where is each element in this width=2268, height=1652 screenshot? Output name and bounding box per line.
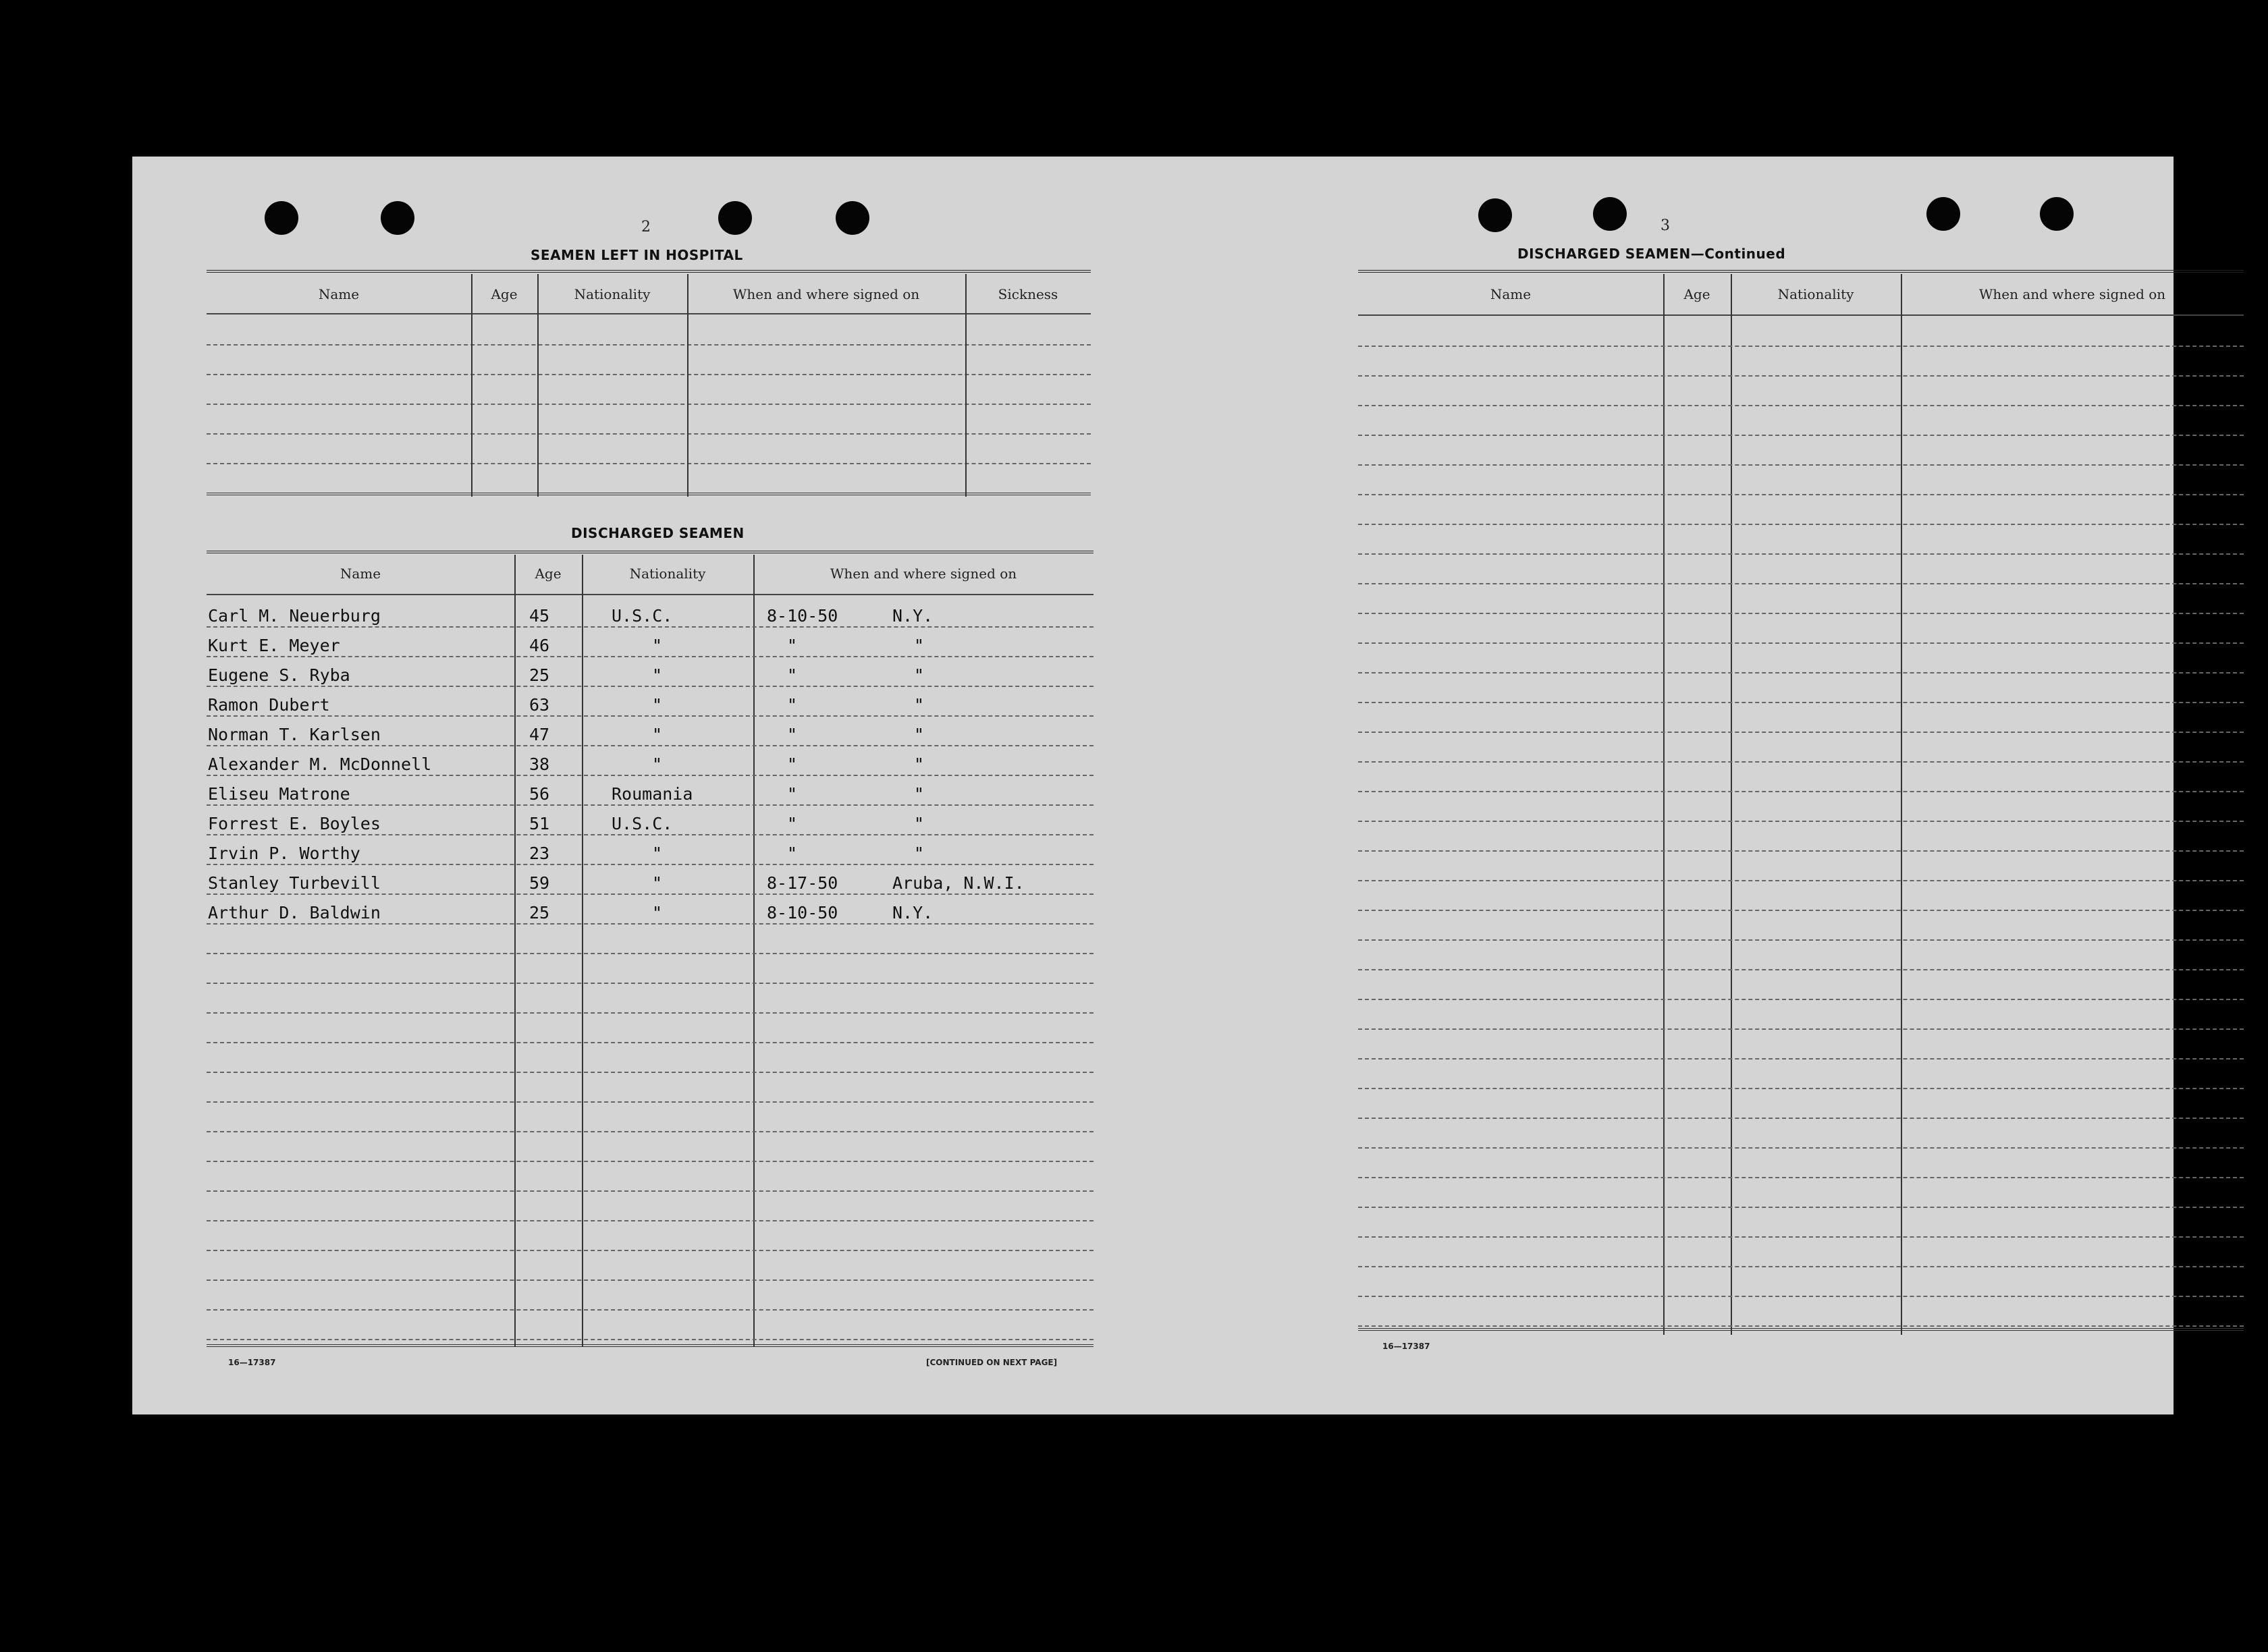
ruled-line [207, 983, 1094, 984]
col-header-age: Age [491, 286, 518, 302]
discharged-continued-table [1358, 270, 2244, 1336]
document-sheet [132, 157, 2174, 1414]
ruled-line [1358, 464, 2244, 466]
ruled-line [207, 1161, 1094, 1162]
ruled-line [207, 864, 1094, 865]
cell-name: Ramon Dubert [208, 695, 330, 715]
ruled-line [1358, 939, 2244, 941]
ruled-line [207, 893, 1094, 895]
ruled-line [207, 1279, 1094, 1281]
ruled-line [1358, 761, 2244, 763]
cell-name: Carl M. Neuerburg [208, 606, 381, 626]
ruled-line [1358, 553, 2244, 555]
cell-place: " [914, 754, 925, 774]
ruled-line [207, 923, 1094, 925]
cell-nationality: " [652, 665, 663, 685]
page-number: 3 [1660, 217, 1670, 234]
ruled-line [1358, 1325, 2244, 1327]
col-header-signed-on: When and where signed on [732, 286, 920, 302]
cell-date: " [787, 725, 798, 744]
cell-nationality: " [652, 844, 663, 863]
col-header-name: Name [1490, 286, 1532, 302]
cell-date: " [787, 754, 798, 774]
cell-name: Kurt E. Meyer [208, 636, 340, 655]
ruled-line [207, 834, 1094, 835]
cell-nationality: " [652, 903, 663, 923]
ruled-line [1358, 672, 2244, 673]
col-header-name: Name [340, 566, 381, 582]
col-header-nationality: Nationality [1777, 286, 1854, 302]
cell-place: " [914, 665, 925, 685]
ruled-line [1358, 1296, 2244, 1297]
ruled-line [1358, 1236, 2244, 1238]
cell-date: " [787, 636, 798, 655]
ruled-line [1358, 1088, 2244, 1089]
cell-nationality: U.S.C. [612, 606, 673, 626]
col-header-sickness: Sickness [998, 286, 1058, 302]
ruled-line [207, 1042, 1094, 1043]
discharged-section-title: DISCHARGED SEAMEN [571, 525, 745, 541]
cell-name: Irvin P. Worthy [208, 844, 360, 863]
cell-name: Norman T. Karlsen [208, 725, 381, 744]
ruled-line [1358, 880, 2244, 881]
ruled-line [207, 1250, 1094, 1251]
cell-nationality: " [652, 873, 663, 893]
ruled-line [1358, 1207, 2244, 1208]
ruled-line [207, 1012, 1094, 1014]
cell-age: 63 [529, 695, 550, 715]
continued-note: [CONTINUED ON NEXT PAGE] [926, 1358, 1058, 1367]
cell-name: Arthur D. Baldwin [208, 903, 381, 923]
form-number: 16—17387 [1382, 1342, 1430, 1351]
cell-place: Aruba, N.W.I. [892, 873, 1025, 893]
cell-nationality: " [652, 754, 663, 774]
ruled-line [1358, 850, 2244, 852]
discharged-table [207, 551, 1094, 1350]
cell-name: Stanley Turbevill [208, 873, 381, 893]
cell-nationality: Roumania [612, 784, 693, 804]
ruled-line [207, 1131, 1094, 1132]
cell-nationality: " [652, 636, 663, 655]
ruled-line [1358, 969, 2244, 970]
col-header-nationality: Nationality [629, 566, 706, 582]
ruled-line [207, 1309, 1094, 1311]
cell-name: Alexander M. McDonnell [208, 754, 432, 774]
cell-nationality: " [652, 725, 663, 744]
ruled-line [207, 953, 1094, 954]
cell-age: 23 [529, 844, 550, 863]
ruled-line [1358, 821, 2244, 822]
ruled-line [1358, 435, 2244, 436]
hospital-section-title: SEAMEN LEFT IN HOSPITAL [531, 247, 743, 263]
ruled-line [1358, 405, 2244, 406]
col-header-signed-on: When and where signed on [1978, 286, 2166, 302]
ruled-line [1358, 1028, 2244, 1030]
ruled-line [1358, 1118, 2244, 1119]
ruled-line [1358, 732, 2244, 733]
ruled-line [207, 745, 1094, 746]
ruled-line [1358, 1147, 2244, 1149]
cell-date: " [787, 814, 798, 833]
ruled-line [207, 1190, 1094, 1192]
hospital-table [207, 270, 1091, 499]
ruled-line [1358, 494, 2244, 495]
cell-date: " [787, 784, 798, 804]
ruled-line [1358, 613, 2244, 614]
ruled-line [1358, 375, 2244, 377]
left-page [132, 157, 1145, 1414]
ruled-line [1358, 583, 2244, 584]
ruled-line [1358, 999, 2244, 1000]
ruled-line [207, 1339, 1094, 1340]
cell-place: N.Y. [892, 903, 934, 923]
ruled-line [207, 715, 1094, 717]
cell-date: 8-10-50 [767, 606, 838, 626]
ruled-line [207, 1101, 1094, 1103]
cell-age: 47 [529, 725, 550, 744]
col-header-name: Name [318, 286, 360, 302]
cell-date: " [787, 844, 798, 863]
cell-place: " [914, 844, 925, 863]
ruled-line [1358, 346, 2244, 347]
cell-age: 46 [529, 636, 550, 655]
ruled-line [1358, 1177, 2244, 1178]
cell-nationality: U.S.C. [612, 814, 673, 833]
ruled-line [207, 686, 1094, 687]
ruled-line [1358, 642, 2244, 644]
ruled-line [207, 804, 1094, 806]
cell-place: " [914, 814, 925, 833]
ruled-line [207, 775, 1094, 776]
cell-name: Eugene S. Ryba [208, 665, 350, 685]
cell-date: 8-10-50 [767, 903, 838, 923]
page-number: 2 [641, 219, 651, 236]
ruled-line [207, 1220, 1094, 1221]
cell-age: 38 [529, 754, 550, 774]
cell-place: " [914, 695, 925, 715]
cell-age: 25 [529, 903, 550, 923]
cell-place: " [914, 725, 925, 744]
cell-age: 45 [529, 606, 550, 626]
ruled-line [1358, 702, 2244, 703]
cell-date: 8-17-50 [767, 873, 838, 893]
col-header-nationality: Nationality [574, 286, 651, 302]
cell-age: 59 [529, 873, 550, 893]
ruled-line [207, 1072, 1094, 1073]
ruled-line [1358, 910, 2244, 911]
cell-place: " [914, 636, 925, 655]
ruled-line [1358, 524, 2244, 525]
ruled-line [1358, 1266, 2244, 1267]
col-header-age: Age [1683, 286, 1710, 302]
cell-age: 56 [529, 784, 550, 804]
col-header-age: Age [535, 566, 562, 582]
form-number: 16—17387 [228, 1358, 276, 1367]
cell-place: " [914, 784, 925, 804]
ruled-line [207, 626, 1094, 628]
right-page [1145, 157, 2174, 1414]
cell-name: Eliseu Matrone [208, 784, 350, 804]
discharged-continued-title: DISCHARGED SEAMEN—Continued [1517, 246, 1786, 262]
cell-nationality: " [652, 695, 663, 715]
ruled-line [1358, 1058, 2244, 1059]
cell-age: 25 [529, 665, 550, 685]
cell-date: " [787, 665, 798, 685]
cell-place: N.Y. [892, 606, 934, 626]
cell-date: " [787, 695, 798, 715]
cell-name: Forrest E. Boyles [208, 814, 381, 833]
ruled-line [207, 656, 1094, 657]
ruled-line [1358, 791, 2244, 792]
cell-age: 51 [529, 814, 550, 833]
col-header-signed-on: When and where signed on [830, 566, 1017, 582]
